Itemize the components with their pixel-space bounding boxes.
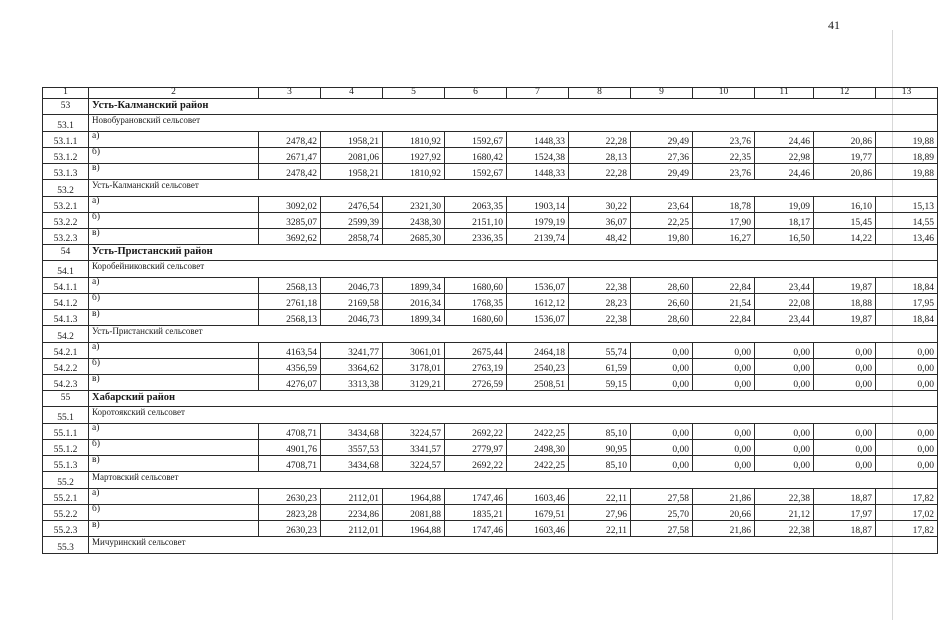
- column-number-cell: 6: [445, 88, 507, 99]
- value-cell: 0,00: [755, 424, 814, 440]
- row-code: 55.1.1: [43, 424, 89, 440]
- settlement-header-row: [43, 472, 938, 489]
- value-cell: 23,64: [631, 197, 693, 213]
- value-cell: 1747,46: [445, 489, 507, 505]
- row-label: а): [89, 489, 259, 505]
- value-cell: 24,46: [755, 164, 814, 180]
- value-cell: 1899,34: [383, 310, 445, 326]
- value-cell: 0,00: [876, 375, 938, 391]
- value-cell: 1958,21: [321, 132, 383, 148]
- value-cell: 1592,67: [445, 164, 507, 180]
- row-code: 55.2.2: [43, 505, 89, 521]
- value-cell: 19,80: [631, 229, 693, 245]
- value-cell: 0,00: [693, 456, 755, 472]
- value-cell: 0,00: [814, 456, 876, 472]
- value-cell: 2016,34: [383, 294, 445, 310]
- value-cell: 21,86: [693, 521, 755, 537]
- value-cell: 3061,01: [383, 343, 445, 359]
- value-cell: 0,00: [755, 375, 814, 391]
- value-cell: 24,46: [755, 132, 814, 148]
- value-cell: 3129,21: [383, 375, 445, 391]
- table-row: [43, 343, 938, 359]
- table-row: [43, 456, 938, 472]
- row-label: в): [89, 456, 259, 472]
- value-cell: 2478,42: [259, 132, 321, 148]
- row-code: 55.1: [43, 407, 89, 424]
- value-cell: 20,86: [814, 132, 876, 148]
- value-cell: 0,00: [755, 440, 814, 456]
- value-cell: 0,00: [876, 456, 938, 472]
- value-cell: 0,00: [631, 456, 693, 472]
- row-label: б): [89, 294, 259, 310]
- value-cell: 4708,71: [259, 424, 321, 440]
- row-code: 53.2.1: [43, 197, 89, 213]
- value-cell: 1768,35: [445, 294, 507, 310]
- district-name: Усть-Пристанский район: [89, 245, 938, 261]
- value-cell: 2169,58: [321, 294, 383, 310]
- value-cell: 2568,13: [259, 310, 321, 326]
- value-cell: 0,00: [631, 424, 693, 440]
- value-cell: 2763,19: [445, 359, 507, 375]
- value-cell: 23,76: [693, 164, 755, 180]
- value-cell: 23,44: [755, 278, 814, 294]
- value-cell: 22,11: [569, 521, 631, 537]
- value-cell: 2508,51: [507, 375, 569, 391]
- table-row: [43, 294, 938, 310]
- settlement-name: Мичуринский сельсовет: [89, 537, 938, 554]
- value-cell: 2540,23: [507, 359, 569, 375]
- value-cell: 0,00: [693, 359, 755, 375]
- value-cell: 16,10: [814, 197, 876, 213]
- column-number-cell: 10: [693, 88, 755, 99]
- value-cell: 2630,23: [259, 489, 321, 505]
- settlement-header-row: [43, 115, 938, 132]
- value-cell: 2761,18: [259, 294, 321, 310]
- value-cell: 1680,60: [445, 310, 507, 326]
- value-cell: 0,00: [631, 440, 693, 456]
- column-number-cell: 2: [89, 88, 259, 99]
- value-cell: 0,00: [693, 343, 755, 359]
- column-number-cell: 7: [507, 88, 569, 99]
- district-header-row: [43, 391, 938, 407]
- value-cell: 61,59: [569, 359, 631, 375]
- value-cell: 23,44: [755, 310, 814, 326]
- value-cell: 18,87: [814, 489, 876, 505]
- value-cell: 19,88: [876, 132, 938, 148]
- row-code: 55: [43, 391, 89, 407]
- value-cell: 28,23: [569, 294, 631, 310]
- value-cell: 3434,68: [321, 456, 383, 472]
- value-cell: 4276,07: [259, 375, 321, 391]
- value-cell: 29,49: [631, 164, 693, 180]
- value-cell: 1603,46: [507, 521, 569, 537]
- table-row: [43, 148, 938, 164]
- value-cell: 1979,19: [507, 213, 569, 229]
- value-cell: 22,84: [693, 310, 755, 326]
- value-cell: 3178,01: [383, 359, 445, 375]
- value-cell: 17,02: [876, 505, 938, 521]
- value-cell: 22,35: [693, 148, 755, 164]
- value-cell: 3092,02: [259, 197, 321, 213]
- row-code: 55.3: [43, 537, 89, 554]
- value-cell: 18,78: [693, 197, 755, 213]
- value-cell: 2464,18: [507, 343, 569, 359]
- value-cell: 22,25: [631, 213, 693, 229]
- row-label: а): [89, 424, 259, 440]
- row-code: 54.1.3: [43, 310, 89, 326]
- value-cell: 17,82: [876, 521, 938, 537]
- row-code: 54.2.2: [43, 359, 89, 375]
- value-cell: 2568,13: [259, 278, 321, 294]
- row-code: 55.1.3: [43, 456, 89, 472]
- value-cell: 18,87: [814, 521, 876, 537]
- value-cell: 22,98: [755, 148, 814, 164]
- value-cell: 27,58: [631, 489, 693, 505]
- value-cell: 2823,28: [259, 505, 321, 521]
- row-code: 53.1.1: [43, 132, 89, 148]
- district-header-row: [43, 245, 938, 261]
- value-cell: 3341,57: [383, 440, 445, 456]
- column-number-cell: 4: [321, 88, 383, 99]
- value-cell: 1903,14: [507, 197, 569, 213]
- settlement-header-row: [43, 407, 938, 424]
- value-cell: 22,08: [755, 294, 814, 310]
- value-cell: 4901,76: [259, 440, 321, 456]
- row-code: 54.2.3: [43, 375, 89, 391]
- value-cell: 0,00: [814, 375, 876, 391]
- row-label: в): [89, 229, 259, 245]
- value-cell: 0,00: [631, 359, 693, 375]
- value-cell: 22,38: [755, 489, 814, 505]
- row-label: а): [89, 197, 259, 213]
- column-number-cell: 1: [43, 88, 89, 99]
- value-cell: 2675,44: [445, 343, 507, 359]
- value-cell: 22,38: [569, 310, 631, 326]
- settlement-name: Усть-Калманский сельсовет: [89, 180, 938, 197]
- value-cell: 2422,25: [507, 456, 569, 472]
- value-cell: 29,49: [631, 132, 693, 148]
- table-row: [43, 132, 938, 148]
- value-cell: 21,54: [693, 294, 755, 310]
- value-cell: 0,00: [876, 424, 938, 440]
- value-cell: 2692,22: [445, 456, 507, 472]
- value-cell: 2779,97: [445, 440, 507, 456]
- value-cell: 48,42: [569, 229, 631, 245]
- row-code: 53.1.2: [43, 148, 89, 164]
- value-cell: 22,38: [755, 521, 814, 537]
- row-label: а): [89, 132, 259, 148]
- value-cell: 1603,46: [507, 489, 569, 505]
- column-number-cell: 5: [383, 88, 445, 99]
- value-cell: 22,84: [693, 278, 755, 294]
- value-cell: 1964,88: [383, 489, 445, 505]
- value-cell: 2726,59: [445, 375, 507, 391]
- value-cell: 3692,62: [259, 229, 321, 245]
- value-cell: 2081,88: [383, 505, 445, 521]
- row-code: 54.2: [43, 326, 89, 343]
- column-number-cell: 8: [569, 88, 631, 99]
- row-code: 53.2.2: [43, 213, 89, 229]
- value-cell: 28,60: [631, 310, 693, 326]
- value-cell: 2046,73: [321, 278, 383, 294]
- value-cell: 23,76: [693, 132, 755, 148]
- value-cell: 2139,74: [507, 229, 569, 245]
- value-cell: 1448,33: [507, 164, 569, 180]
- table-row: [43, 213, 938, 229]
- value-cell: 19,77: [814, 148, 876, 164]
- value-cell: 22,38: [569, 278, 631, 294]
- value-cell: 0,00: [814, 343, 876, 359]
- value-cell: 15,13: [876, 197, 938, 213]
- row-code: 54: [43, 245, 89, 261]
- value-cell: 3313,38: [321, 375, 383, 391]
- value-cell: 19,09: [755, 197, 814, 213]
- row-code: 55.2: [43, 472, 89, 489]
- value-cell: 0,00: [755, 343, 814, 359]
- value-cell: 3224,57: [383, 424, 445, 440]
- value-cell: 25,70: [631, 505, 693, 521]
- value-cell: 13,46: [876, 229, 938, 245]
- settlement-name: Коротоякский сельсовет: [89, 407, 938, 424]
- value-cell: 19,88: [876, 164, 938, 180]
- row-code: 53.2.3: [43, 229, 89, 245]
- value-cell: 59,15: [569, 375, 631, 391]
- value-cell: 27,36: [631, 148, 693, 164]
- table-row: [43, 505, 938, 521]
- value-cell: 0,00: [814, 359, 876, 375]
- table-row: [43, 489, 938, 505]
- row-code: 53.1: [43, 115, 89, 132]
- row-code: 55.2.1: [43, 489, 89, 505]
- value-cell: 2151,10: [445, 213, 507, 229]
- row-label: б): [89, 148, 259, 164]
- value-cell: 0,00: [693, 375, 755, 391]
- settlement-header-row: [43, 261, 938, 278]
- table-row: [43, 521, 938, 537]
- table-row: [43, 229, 938, 245]
- value-cell: 2438,30: [383, 213, 445, 229]
- row-label: в): [89, 521, 259, 537]
- value-cell: 0,00: [876, 359, 938, 375]
- value-cell: 26,60: [631, 294, 693, 310]
- value-cell: 0,00: [631, 375, 693, 391]
- value-cell: 3557,53: [321, 440, 383, 456]
- value-cell: 2478,42: [259, 164, 321, 180]
- value-cell: 2336,35: [445, 229, 507, 245]
- table-row: [43, 375, 938, 391]
- value-cell: 1927,92: [383, 148, 445, 164]
- row-label: б): [89, 359, 259, 375]
- value-cell: 2858,74: [321, 229, 383, 245]
- value-cell: 18,84: [876, 310, 938, 326]
- value-cell: 1964,88: [383, 521, 445, 537]
- value-cell: 1679,51: [507, 505, 569, 521]
- row-code: 54.1: [43, 261, 89, 278]
- table-row: [43, 424, 938, 440]
- district-header-row: [43, 99, 938, 115]
- value-cell: 3241,77: [321, 343, 383, 359]
- row-label: а): [89, 278, 259, 294]
- table-row: [43, 278, 938, 294]
- value-cell: 27,58: [631, 521, 693, 537]
- value-cell: 0,00: [814, 440, 876, 456]
- settlement-name: Мартовский сельсовет: [89, 472, 938, 489]
- column-number-cell: 11: [755, 88, 814, 99]
- row-label: в): [89, 164, 259, 180]
- value-cell: 2422,25: [507, 424, 569, 440]
- district-name: Усть-Калманский район: [89, 99, 938, 115]
- value-cell: 22,28: [569, 132, 631, 148]
- value-cell: 0,00: [876, 343, 938, 359]
- value-cell: 21,12: [755, 505, 814, 521]
- value-cell: 2498,30: [507, 440, 569, 456]
- value-cell: 1958,21: [321, 164, 383, 180]
- value-cell: 19,87: [814, 310, 876, 326]
- table-row: [43, 164, 938, 180]
- row-code: 55.2.3: [43, 521, 89, 537]
- value-cell: 85,10: [569, 424, 631, 440]
- value-cell: 2630,23: [259, 521, 321, 537]
- value-cell: 17,90: [693, 213, 755, 229]
- settlement-name: Новобурановский сельсовет: [89, 115, 938, 132]
- value-cell: 2685,30: [383, 229, 445, 245]
- row-label: а): [89, 343, 259, 359]
- value-cell: 1899,34: [383, 278, 445, 294]
- value-cell: 1810,92: [383, 164, 445, 180]
- value-cell: 0,00: [631, 343, 693, 359]
- table-row: [43, 310, 938, 326]
- value-cell: 1810,92: [383, 132, 445, 148]
- value-cell: 1835,21: [445, 505, 507, 521]
- value-cell: 0,00: [755, 456, 814, 472]
- row-label: б): [89, 505, 259, 521]
- value-cell: 1680,60: [445, 278, 507, 294]
- value-cell: 3364,62: [321, 359, 383, 375]
- value-cell: 1448,33: [507, 132, 569, 148]
- value-cell: 22,11: [569, 489, 631, 505]
- value-cell: 2321,30: [383, 197, 445, 213]
- page-number: 41: [828, 18, 840, 32]
- value-cell: 2234,86: [321, 505, 383, 521]
- value-cell: 0,00: [814, 424, 876, 440]
- value-cell: 1612,12: [507, 294, 569, 310]
- value-cell: 1592,67: [445, 132, 507, 148]
- value-cell: 14,22: [814, 229, 876, 245]
- value-cell: 90,95: [569, 440, 631, 456]
- value-cell: 2063,35: [445, 197, 507, 213]
- column-number-cell: 3: [259, 88, 321, 99]
- row-code: 54.1.2: [43, 294, 89, 310]
- value-cell: 16,27: [693, 229, 755, 245]
- value-cell: 19,87: [814, 278, 876, 294]
- value-cell: 20,66: [693, 505, 755, 521]
- column-number-cell: 12: [814, 88, 876, 99]
- value-cell: 18,88: [814, 294, 876, 310]
- row-code: 53: [43, 99, 89, 115]
- value-cell: 17,82: [876, 489, 938, 505]
- value-cell: 17,97: [814, 505, 876, 521]
- value-cell: 16,50: [755, 229, 814, 245]
- value-cell: 1524,38: [507, 148, 569, 164]
- row-code: 53.2: [43, 180, 89, 197]
- column-number-row: [43, 88, 938, 99]
- value-cell: 28,13: [569, 148, 631, 164]
- value-cell: 28,60: [631, 278, 693, 294]
- value-cell: 1536,07: [507, 278, 569, 294]
- value-cell: 2112,01: [321, 489, 383, 505]
- value-cell: 0,00: [876, 440, 938, 456]
- settlement-name: Коробейниковский сельсовет: [89, 261, 938, 278]
- value-cell: 30,22: [569, 197, 631, 213]
- settlement-header-row: [43, 537, 938, 554]
- table-row: [43, 197, 938, 213]
- value-cell: 2476,54: [321, 197, 383, 213]
- value-cell: 22,28: [569, 164, 631, 180]
- value-cell: 18,89: [876, 148, 938, 164]
- value-cell: 36,07: [569, 213, 631, 229]
- value-cell: 1747,46: [445, 521, 507, 537]
- value-cell: 4708,71: [259, 456, 321, 472]
- table-row: [43, 359, 938, 375]
- value-cell: 85,10: [569, 456, 631, 472]
- row-label: б): [89, 440, 259, 456]
- row-label: в): [89, 310, 259, 326]
- district-name: Хабарский район: [89, 391, 938, 407]
- value-cell: 2081,06: [321, 148, 383, 164]
- value-cell: 1536,07: [507, 310, 569, 326]
- value-cell: 4163,54: [259, 343, 321, 359]
- value-cell: 2112,01: [321, 521, 383, 537]
- row-label: б): [89, 213, 259, 229]
- value-cell: 2599,39: [321, 213, 383, 229]
- settlement-name: Усть-Пристанский сельсовет: [89, 326, 938, 343]
- value-cell: 18,84: [876, 278, 938, 294]
- row-code: 53.1.3: [43, 164, 89, 180]
- value-cell: 18,17: [755, 213, 814, 229]
- value-cell: 2692,22: [445, 424, 507, 440]
- value-cell: 1680,42: [445, 148, 507, 164]
- value-cell: 20,86: [814, 164, 876, 180]
- row-code: 55.1.2: [43, 440, 89, 456]
- value-cell: 0,00: [693, 440, 755, 456]
- value-cell: 21,86: [693, 489, 755, 505]
- value-cell: 4356,59: [259, 359, 321, 375]
- table-body: [43, 88, 938, 554]
- value-cell: 2046,73: [321, 310, 383, 326]
- value-cell: 3434,68: [321, 424, 383, 440]
- column-number-cell: 13: [876, 88, 938, 99]
- table-row: [43, 440, 938, 456]
- value-cell: 2671,47: [259, 148, 321, 164]
- tariff-table: [42, 87, 938, 554]
- column-number-cell: 9: [631, 88, 693, 99]
- value-cell: 17,95: [876, 294, 938, 310]
- value-cell: 3285,07: [259, 213, 321, 229]
- value-cell: 14,55: [876, 213, 938, 229]
- value-cell: 55,74: [569, 343, 631, 359]
- row-code: 54.2.1: [43, 343, 89, 359]
- row-label: в): [89, 375, 259, 391]
- row-code: 54.1.1: [43, 278, 89, 294]
- value-cell: 27,96: [569, 505, 631, 521]
- value-cell: 15,45: [814, 213, 876, 229]
- settlement-header-row: [43, 180, 938, 197]
- value-cell: 0,00: [693, 424, 755, 440]
- value-cell: 0,00: [755, 359, 814, 375]
- settlement-header-row: [43, 326, 938, 343]
- value-cell: 3224,57: [383, 456, 445, 472]
